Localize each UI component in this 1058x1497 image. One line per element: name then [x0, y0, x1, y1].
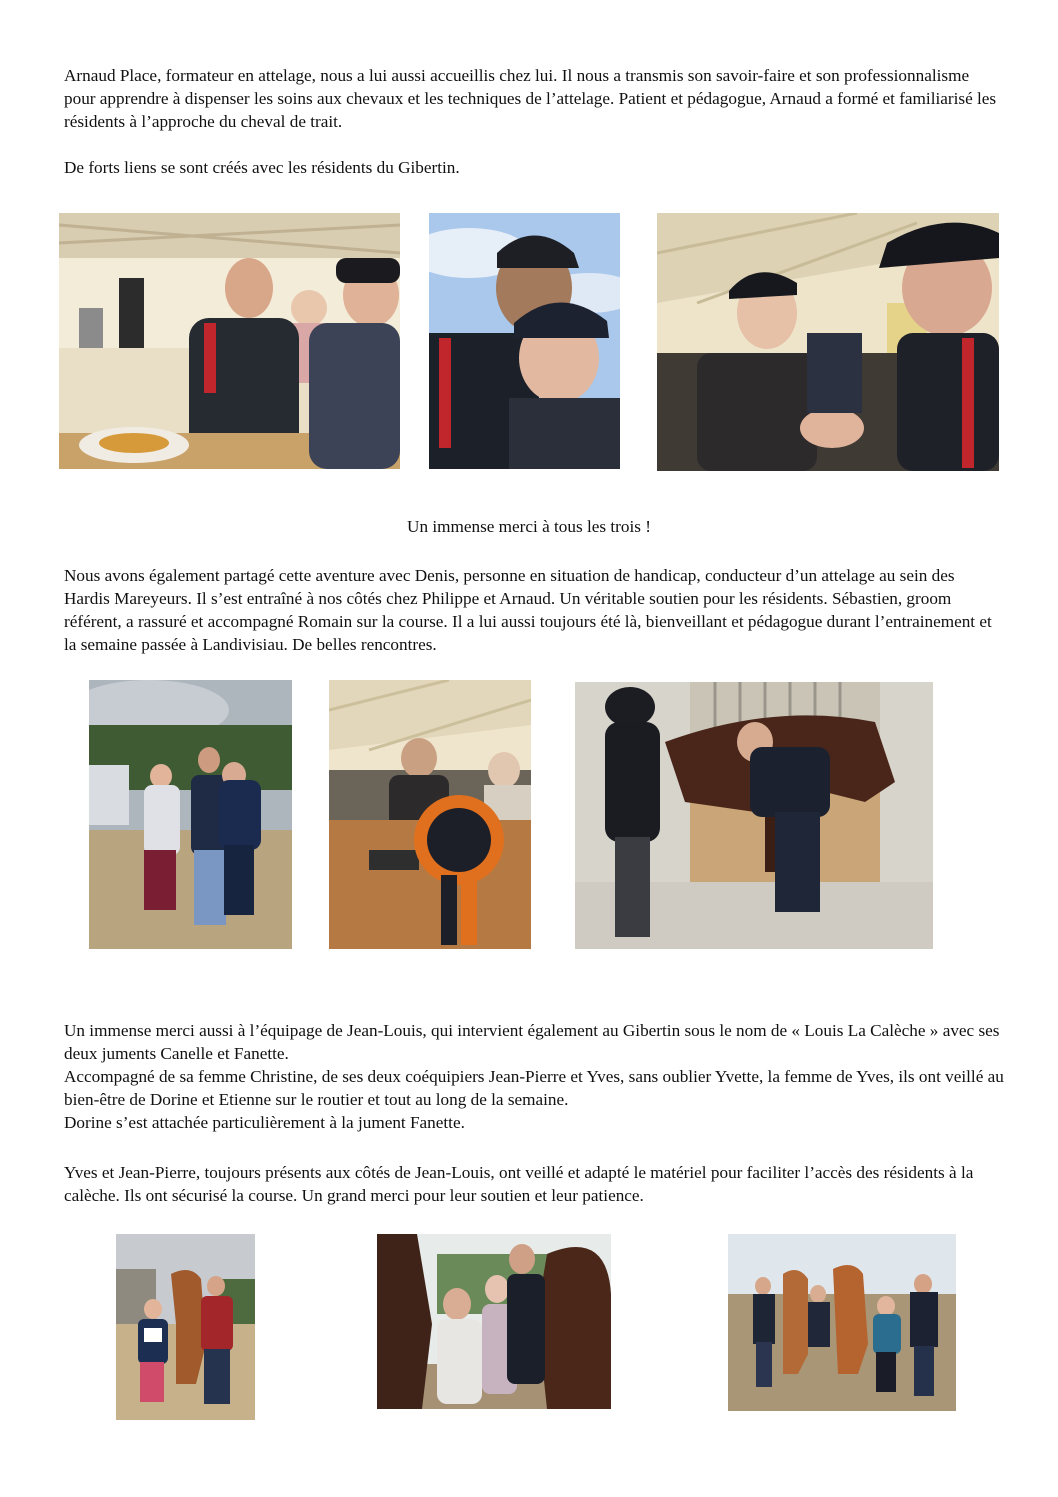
jeanlouis-team: Accompagné de sa femme Christine, de ses deux coéquipiers Jean-Pierre et Yves, sans oublier Yvette, la femme de Yves, ils ont veillé au bien-être de Dorine et Etienne sur le routier et tout au long de la semaine.: [64, 1067, 1004, 1109]
photo-resident-and-trainer-selfie: [429, 213, 620, 469]
yves-paragraph: Yves et Jean-Pierre, toujours présents aux côtés de Jean-Louis, ont veillé et adapté le matériel pour faciliter l’accès des résidents à la calèche. Ils ont sécurisé la course. Un grand merci pour leur soutien et leur patience.: [64, 1163, 974, 1205]
intro-bonds-sentence: De forts liens se sont créés avec les résidents du Gibertin.: [64, 158, 460, 177]
photo-dorine-with-horse: [116, 1234, 255, 1420]
jeanlouis-dorine: Dorine s’est attachée particulièrement à la jument Fanette.: [64, 1113, 465, 1132]
photo-handshake-under-tent: [657, 213, 999, 471]
photo-group-with-two-horses: [728, 1234, 956, 1411]
intro-paragraph: Arnaud Place, formateur en attelage, nous a lui aussi accueillis chez lui. Il nous a transmis son savoir-faire et son professionnalisme pour apprendre à dispenser les soins aux chevaux et les techniques de l’attelage. Patient et pédagogue, Arnaud a formé et familiarisé les résidents à l’approche du cheval de trait.: [64, 66, 997, 131]
jeanlouis-intro: Un immense merci aussi à l’équipage de Jean-Louis, qui intervient également au Gibertin sous le nom de « Louis La Calèche » avec ses deux juments Canelle et Fanette.: [64, 1021, 1000, 1063]
denis-paragraph: Nous avons également partagé cette aventure avec Denis, personne en situation de handicap, conducteur d’un attelage au sein des Hardis Mareyeurs. Il s’est entraîné à nos côtés chez Philippe et Arnaud. Un véritable soutien pour les résidents. Sébastien, groom référent, a rassuré et accompagné Romain sur la course. Il a lui aussi toujours été là, bienveillant et pédagogue durant l’entrainement et la semaine passée à Landivisiau. De belles rencontres.: [64, 566, 992, 654]
photo-lunch-under-tent: [59, 213, 400, 469]
photo-three-walking-outdoors: [89, 680, 292, 949]
photo-horse-hoof-care-stable: [575, 682, 933, 949]
photo-women-with-horses: [377, 1234, 611, 1409]
photo-rosette-on-table: [329, 680, 531, 949]
thanks-line: Un immense merci à tous les trois !: [407, 517, 651, 536]
